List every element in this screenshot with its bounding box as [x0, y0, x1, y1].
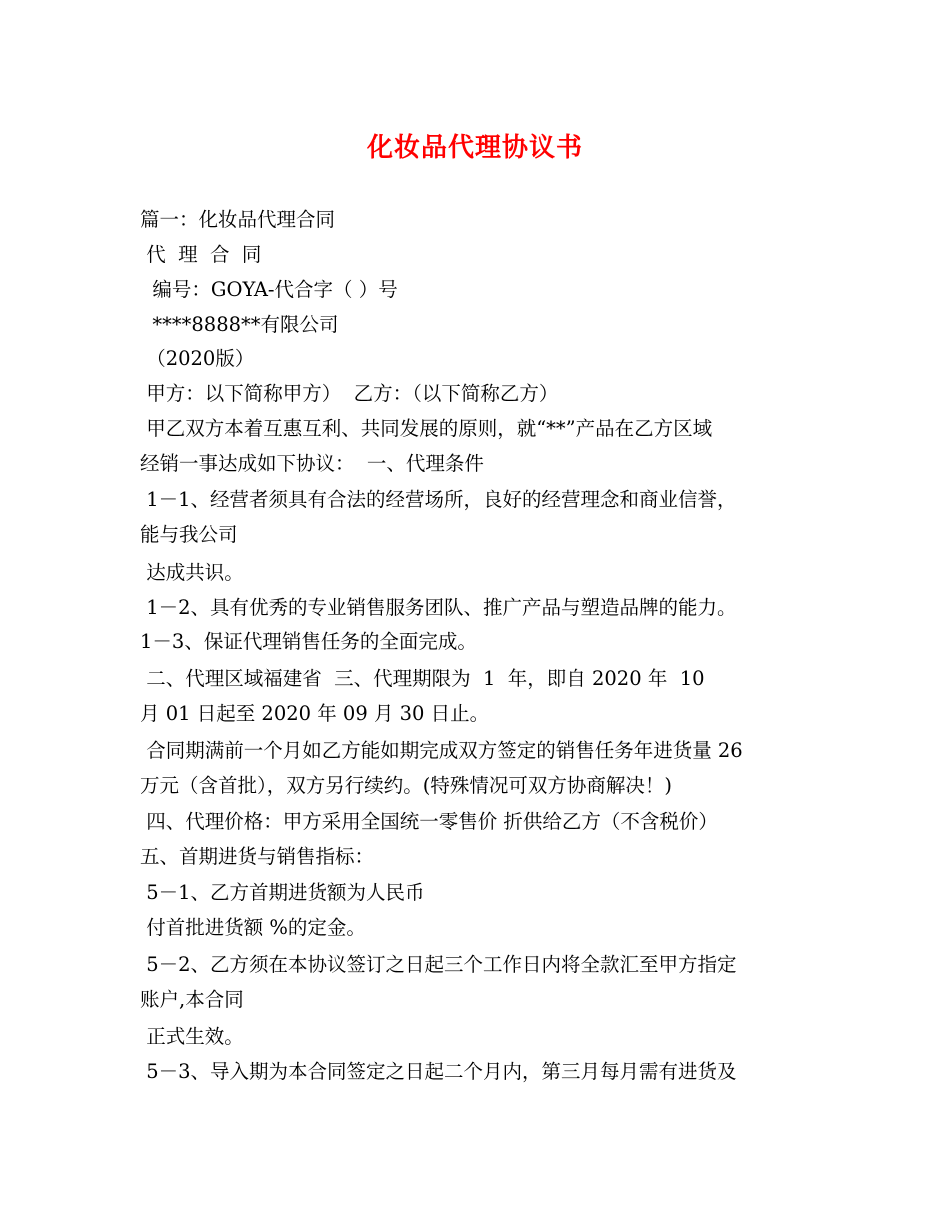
paragraph-line: 1－1、经营者须具有合法的经营场所，良好的经营理念和商业信誉，: [140, 488, 737, 511]
paragraph-line: 合同期满前一个月如乙方能如期完成双方签定的销售任务年进货量 26: [140, 739, 743, 762]
paragraph-line: 二、代理区域福建省 三、代理期限为 1 年，即自 2020 年 10: [140, 667, 705, 690]
contract-number: 编号：GOYA-代合字（ ）号: [140, 278, 398, 301]
paragraph-line: 5－1、乙方首期进货额为人民币: [140, 881, 425, 904]
paragraph-line: 5－2、乙方须在本协议签订之日起三个工作日内将全款汇至甲方指定: [140, 953, 737, 976]
paragraph-line: 五、首期进货与销售指标：: [140, 845, 375, 868]
paragraph-line: 能与我公司: [140, 523, 238, 546]
section-heading: 篇一：化妆品代理合同: [140, 208, 336, 231]
edition-label: （2020版）: [140, 347, 255, 370]
company-name: ****8888**有限公司: [140, 313, 339, 336]
parties-line: 甲方：以下简称甲方） 乙方：（以下简称乙方）: [140, 382, 559, 405]
paragraph-line: 正式生效。: [140, 1025, 244, 1048]
paragraph-line: 1－3、保证代理销售任务的全面完成。: [140, 630, 477, 653]
paragraph-line: 付首批进货额 %的定金。: [140, 916, 366, 939]
paragraph-line: 5－3、导入期为本合同签定之日起二个月内，第三月每月需有进货及: [140, 1060, 737, 1083]
paragraph-line: 1－2、具有优秀的专业销售服务团队、推广产品与塑造品牌的能力。: [140, 596, 737, 619]
paragraph-line: 月 01 日起至 2020 年 09 月 30 日止。: [140, 702, 490, 725]
paragraph-line: 经销一事达成如下协议： 一、代理条件: [140, 452, 484, 475]
paragraph-line: 甲乙双方本着互惠互利、共同发展的原则，就“**”产品在乙方区域: [140, 417, 713, 440]
paragraph-line: 达成共识。: [140, 561, 244, 584]
contract-heading: 代 理 合 同: [140, 243, 262, 266]
paragraph-line: 万元（含首批），双方另行续约。(特殊情况可双方协商解决！): [140, 774, 672, 797]
paragraph-line: 四、代理价格：甲方采用全国统一零售价 折供给乙方（不含税价）: [140, 810, 718, 833]
document-title: 化妆品代理协议书: [366, 133, 583, 163]
paragraph-line: 账户,本合同: [140, 988, 244, 1011]
